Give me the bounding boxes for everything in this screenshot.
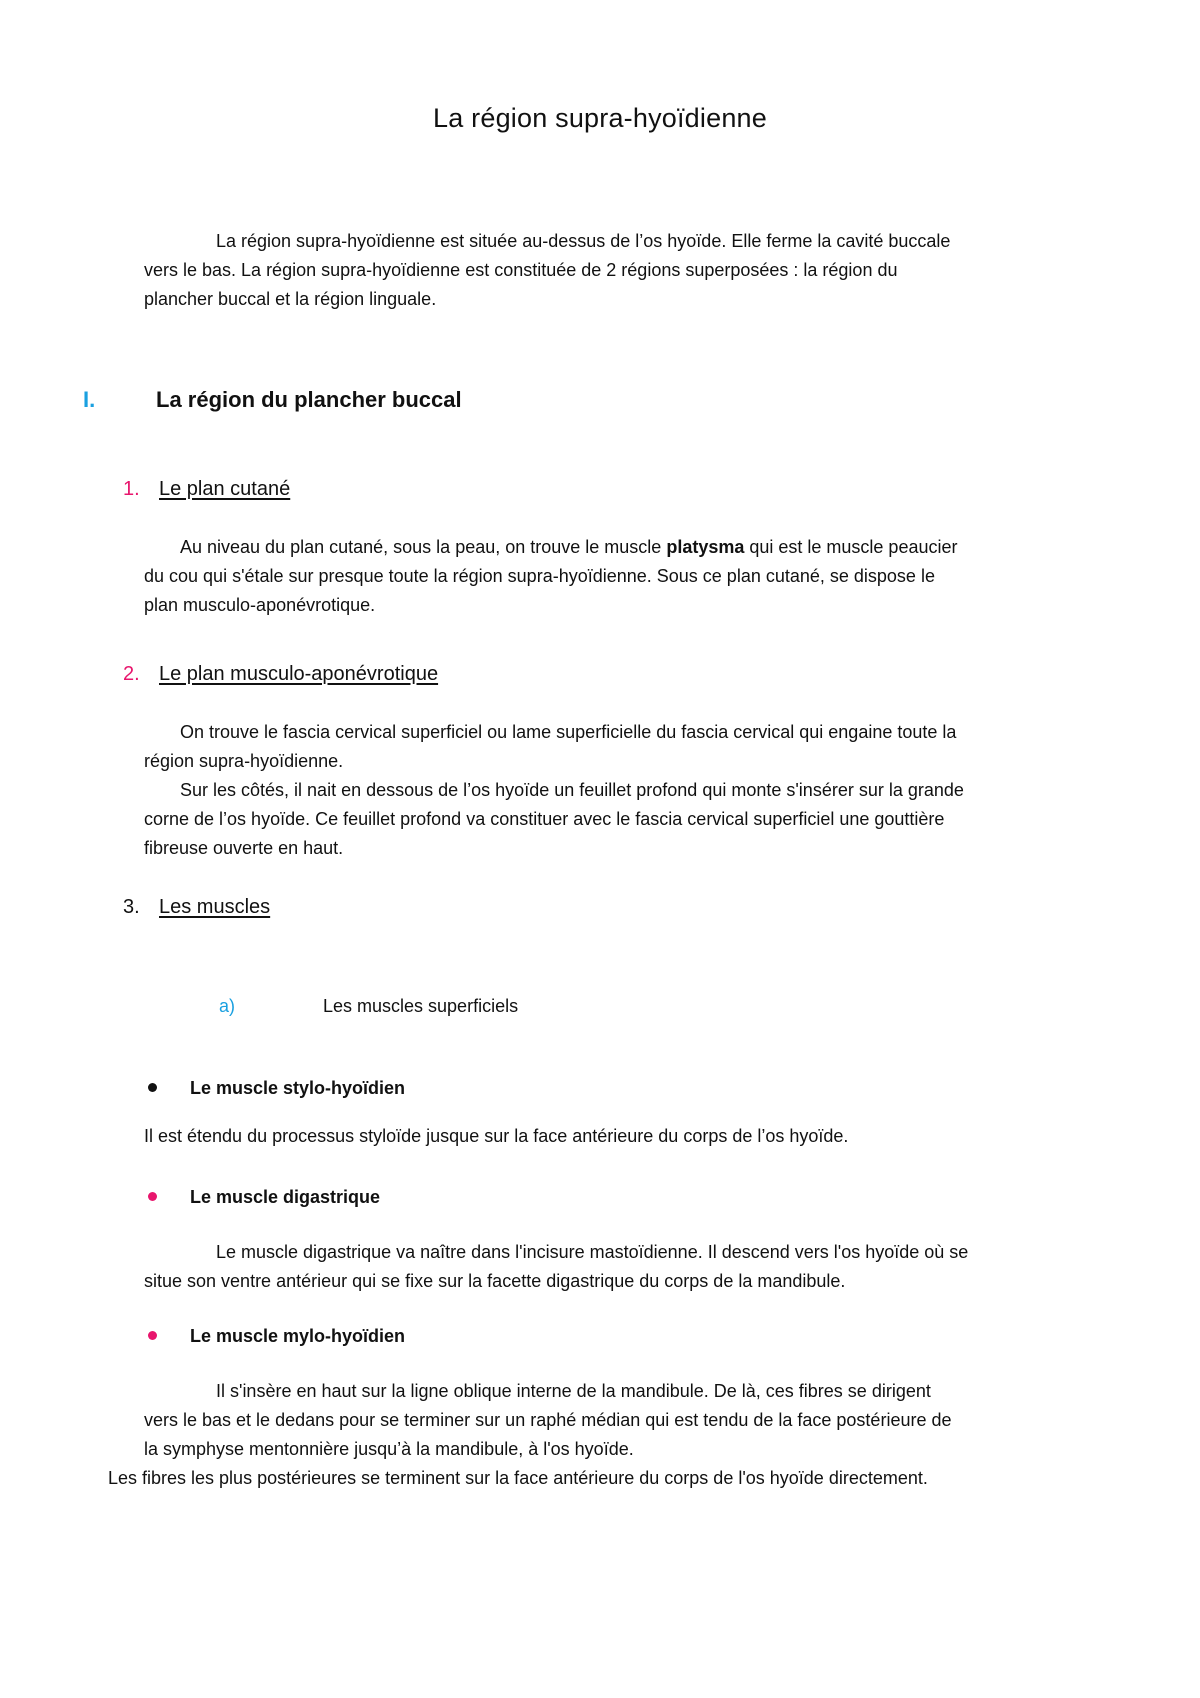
muscle-3-line-2: vers le bas et le dedans pour se terminer sur un raphé médian qui est tendu de la face postérieure de (144, 1410, 952, 1430)
subsection-2-heading: Le plan musculo-aponévrotique (159, 663, 439, 685)
subsection-1-heading: Le plan cutané (159, 478, 291, 500)
page-title: La région supra-hyoïdienne (433, 103, 767, 133)
subsub-heading: Les muscles superficiels (323, 996, 519, 1016)
subsection-2-number: 2. (123, 663, 140, 685)
intro-line-3: plancher buccal et la région linguale. (144, 289, 437, 309)
sub2-line-3: Sur les côtés, il nait en dessous de l’os hyoïde un feuillet profond qui monte s'insérer sur la grande (180, 780, 964, 800)
sub2-line-2: région supra-hyoïdienne. (144, 751, 344, 771)
subsection-3-number: 3. (123, 896, 140, 918)
subsection-1-number: 1. (123, 478, 140, 500)
section-heading: La région du plancher buccal (156, 387, 462, 412)
intro-line-2: vers le bas. La région supra-hyoïdienne est constituée de 2 régions superposées : la région du (144, 260, 898, 280)
muscle-1-line-1: Il est étendu du processus styloïde jusque sur la face antérieure du corps de l’os hyoïde. (144, 1126, 849, 1146)
muscle-3-line-4: Les fibres les plus postérieures se terminent sur la face antérieure du corps de l'os hyoïde directement. (108, 1468, 928, 1488)
bullet-icon (148, 1331, 157, 1340)
muscle-2-line-1: Le muscle digastrique va naître dans l'incisure mastoïdienne. Il descend vers l'os hyoïde où se (216, 1242, 969, 1262)
sub2-line-1: On trouve le fascia cervical superficiel ou lame superficielle du fascia cervical qui engaine toute la (180, 722, 957, 742)
subsub-letter: a) (219, 996, 236, 1016)
muscle-3-heading: Le muscle mylo-hyoïdien (190, 1326, 406, 1346)
bullet-icon (148, 1192, 157, 1201)
muscle-2-heading: Le muscle digastrique (190, 1187, 381, 1207)
bullet-icon (148, 1083, 157, 1092)
muscle-3-line-3: la symphyse mentonnière jusqu’à la mandibule, à l'os hyoïde. (144, 1439, 634, 1459)
intro-line-1: La région supra-hyoïdienne est située au-dessus de l’os hyoïde. Elle ferme la cavité buccale (216, 231, 951, 251)
sub2-line-4: corne de l’os hyoïde. Ce feuillet profond va constituer avec le fascia cervical superficiel une gouttière (144, 809, 945, 829)
platysma-term: platysma (666, 537, 745, 557)
sub1-line-1: Au niveau du plan cutané, sous la peau, on trouve le muscle platysma qui est le muscle peaucier (180, 537, 958, 557)
subsection-3-heading: Les muscles (159, 896, 271, 918)
sub2-line-5: fibreuse ouverte en haut. (144, 838, 344, 858)
muscle-3-line-1: Il s'insère en haut sur la ligne oblique interne de la mandibule. De là, ces fibres se dirigent (216, 1381, 931, 1401)
sub1-line-3: plan musculo-aponévrotique. (144, 595, 376, 615)
muscle-2-line-2: situe son ventre antérieur qui se fixe sur la facette digastrique du corps de la mandibule. (144, 1271, 846, 1291)
sub1-line-2: du cou qui s'étale sur presque toute la région supra-hyoïdienne. Sous ce plan cutané, se dispose le (144, 566, 935, 586)
muscle-1-heading: Le muscle stylo-hyoïdien (190, 1078, 406, 1098)
section-number: I. (83, 387, 96, 412)
